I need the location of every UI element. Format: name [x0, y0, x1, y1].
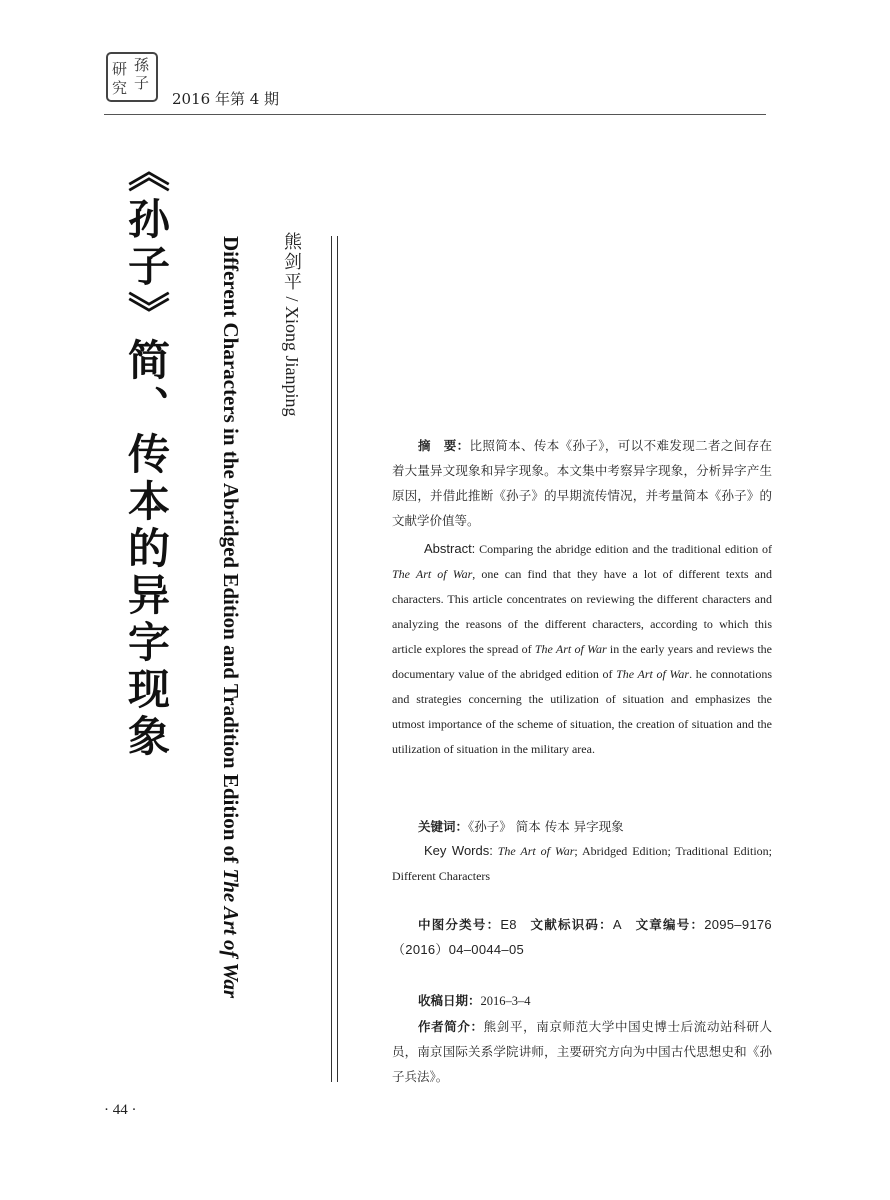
doc-code-value: A — [612, 917, 622, 932]
keywords-en-text: ; Abridged Edition; Traditional Edition; Different Characters — [392, 844, 772, 883]
abstract-en-italic: The Art of War — [392, 567, 473, 581]
doc-code-label: 文献标识码： — [529, 917, 613, 932]
author-name-cn: 熊剑平 — [282, 232, 302, 292]
abstract-en-italic: The Art of War — [534, 642, 607, 656]
logo-char: 究 — [112, 79, 128, 97]
abstract-chinese — [392, 433, 772, 533]
clc-label: 中图分类号： — [418, 917, 501, 932]
abstract-en-text: , one can find that they have a lot of different texts and characters. This article concentrates on reviewing the different characters and analyzing the reasons of the different characters, according to which this article explores the spread of — [392, 567, 773, 656]
keywords-en-italic: The Art of War — [497, 844, 575, 858]
author-name-en: Xiong Jianping — [282, 306, 302, 417]
logo-char: 研 — [112, 60, 128, 78]
abstract-en-italic: The Art of War — [616, 667, 690, 681]
keywords-chinese — [392, 814, 772, 839]
article-number-label: 文章编号： — [634, 917, 705, 932]
title-english — [218, 236, 244, 998]
abstract-en-text: Comparing the abridge edition and the traditional edition of — [475, 542, 772, 556]
keywords-cn-text: 《孙子》 简本 传本 异字现象 — [468, 819, 624, 834]
article-number-value: 2095–9176（2016）04–0044–05 — [392, 917, 772, 957]
received-label: 收稿日期： — [418, 993, 481, 1008]
abstract-cn-label: 摘 要： — [418, 438, 470, 453]
received-date: 2016–3–4 — [480, 994, 531, 1008]
abstract-english — [392, 536, 772, 762]
logo-char: 孫 — [134, 56, 150, 74]
author-separator: / — [282, 292, 302, 307]
abstract-en-text: . he connotations and strategies concerning the utilization of situation and emphasizes the utmost importance of the scheme of situation, the creation of situation and the utilization of situation in the military area. — [392, 667, 773, 756]
abstract-cn-text: 比照简本、传本《孙子》，可以不难发现二者之间存在着大量异文现象和异字现象。本文集中考察异字现象，分析异字产生原因，并借此推断《孙子》的早期流传情况，并考量简本《孙子》的文献学价值等。 — [392, 438, 772, 528]
vertical-divider — [337, 236, 338, 1082]
title-english-main: Different Characters in the Abridged Edition and Tradition Edition of — [219, 236, 243, 869]
clc-value: E8 — [500, 917, 517, 932]
title-english-italic: The Art of War — [219, 868, 243, 999]
keywords-english — [392, 838, 772, 889]
article-dates — [392, 988, 772, 1089]
author-bio-text: 熊剑平，南京师范大学中国史博士后流动站科研人员，南京国际关系学院讲师，主要研究方向为中国古代思想史和《孙子兵法》。 — [392, 1019, 772, 1084]
title-chinese: 《孙子》简、传本的异字现象 — [122, 150, 171, 761]
issue-label: 2016 年第 4 期 — [172, 90, 280, 108]
page-number: · 44 · — [104, 1102, 137, 1118]
logo-char: 子 — [134, 74, 150, 92]
author-bio-label: 作者简介： — [418, 1019, 484, 1034]
author-byline — [280, 232, 304, 417]
classification-info — [392, 912, 772, 962]
keywords-cn-label: 关键词： — [418, 819, 469, 834]
keywords-en-label: Key Words: — [424, 843, 493, 858]
header-divider — [104, 114, 766, 115]
abstract-en-label: Abstract: — [424, 541, 476, 556]
abstract-en-text: in the early years and reviews the documentary value of the abridged edition of — [392, 642, 772, 681]
journal-logo — [106, 52, 158, 102]
vertical-divider — [331, 236, 332, 1082]
